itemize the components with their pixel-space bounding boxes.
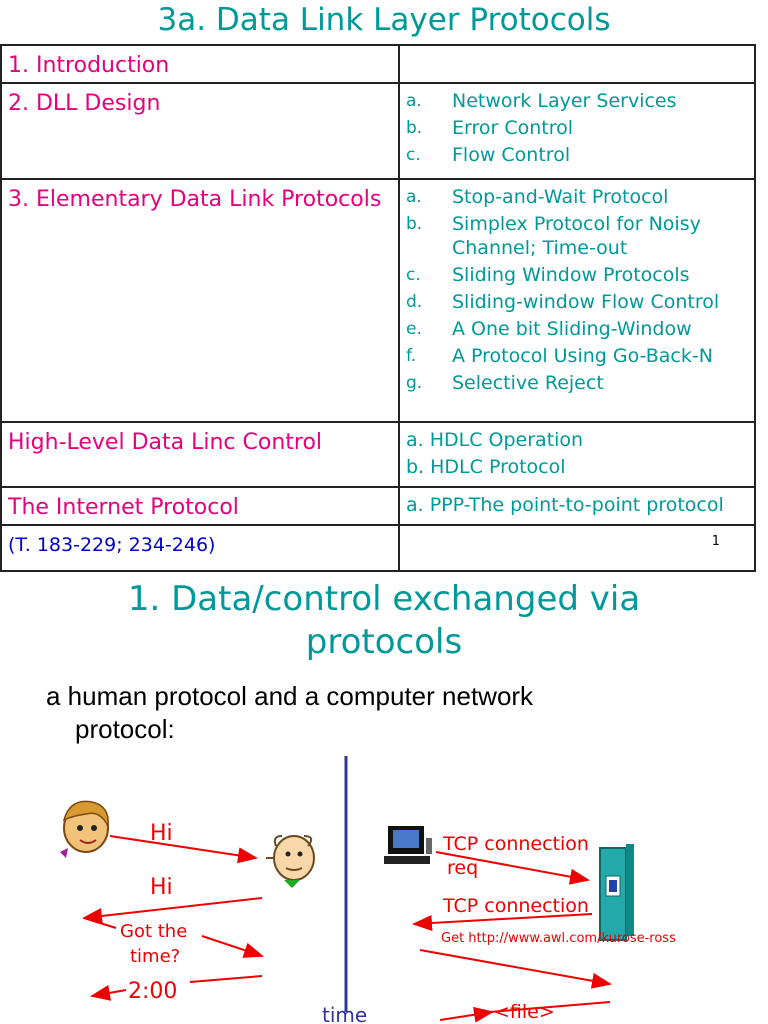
list-item: a. HDLC Operation xyxy=(406,429,584,451)
list-item: a. Network Layer Services xyxy=(406,90,677,112)
title-line: protocols xyxy=(305,622,463,662)
message-label: TCP connection xyxy=(443,895,589,917)
table-row xyxy=(1,179,755,422)
topic-cell: 2. DLL Design xyxy=(1,83,399,179)
list-item: e. A One bit Sliding-Window xyxy=(406,318,692,340)
list-item: g. Selective Reject xyxy=(406,372,604,394)
message-label: <file> xyxy=(494,1001,555,1023)
outline-table xyxy=(0,44,756,572)
time-label: time xyxy=(322,1003,368,1024)
title-line: 1. Data/control exchanged via xyxy=(127,579,641,619)
server-icon xyxy=(600,844,634,940)
subtopic-cell xyxy=(399,83,755,179)
message-label: Got the xyxy=(120,921,188,942)
list-item: b. HDLC Protocol xyxy=(406,456,566,478)
arrow xyxy=(110,836,256,858)
message-label: Get http://www.awl.com/kurose-ross xyxy=(441,931,676,946)
subtopic-cell xyxy=(399,487,755,525)
list-item: b. Simplex Protocol for Noisy Channel; Time-out xyxy=(406,213,701,259)
arrow xyxy=(190,976,262,982)
computer-icon xyxy=(384,826,432,864)
list-item: c. Sliding Window Protocols xyxy=(406,264,690,286)
list-item: f. A Protocol Using Go-Back-N xyxy=(406,345,713,367)
list-item: d. Sliding-window Flow Control xyxy=(406,291,720,313)
woman-icon xyxy=(60,801,108,858)
body-line: a human protocol and a computer network xyxy=(46,681,534,711)
arrow xyxy=(84,918,116,928)
slide-title xyxy=(0,578,768,664)
slide-title: 3a. Data Link Layer Protocols xyxy=(157,2,611,38)
table-row xyxy=(1,83,755,179)
table-row xyxy=(1,422,755,487)
arrow xyxy=(440,1012,492,1020)
reference-cell: (T. 183-229; 234-246) xyxy=(1,525,399,571)
topic-cell: The Internet Protocol xyxy=(1,487,399,525)
man-icon xyxy=(266,836,314,888)
topic-cell: High-Level Data Linc Control xyxy=(1,422,399,487)
list-item: a. PPP-The point-to-point protocol xyxy=(406,494,724,516)
subtopic-cell xyxy=(399,422,755,487)
table-row xyxy=(1,45,755,83)
body-text xyxy=(46,680,686,746)
table-row xyxy=(1,487,755,525)
arrow xyxy=(202,936,262,956)
subtopic-cell xyxy=(399,179,755,422)
message-label: 2:00 xyxy=(128,979,178,1004)
message-label: Hi xyxy=(150,875,173,900)
subtopic-cell xyxy=(399,45,755,83)
message-label: req xyxy=(447,857,479,879)
body-line: protocol: xyxy=(75,714,175,744)
arrow xyxy=(420,950,610,984)
list-item: c. Flow Control xyxy=(406,144,571,166)
message-label: time? xyxy=(130,946,181,967)
page-number: 1 xyxy=(711,534,720,549)
page-number-cell xyxy=(399,525,755,571)
message-label: Hi xyxy=(150,821,173,846)
topic-cell: 3. Elementary Data Link Protocols xyxy=(1,179,399,422)
message-label: TCP connection xyxy=(443,833,589,855)
protocol-diagram xyxy=(0,740,768,1024)
list-item: a. Stop-and-Wait Protocol xyxy=(406,186,669,208)
arrow xyxy=(84,898,262,918)
table-row xyxy=(1,525,755,571)
list-item: b. Error Control xyxy=(406,117,574,139)
arrow xyxy=(92,990,126,996)
topic-cell: 1. Introduction xyxy=(1,45,399,83)
